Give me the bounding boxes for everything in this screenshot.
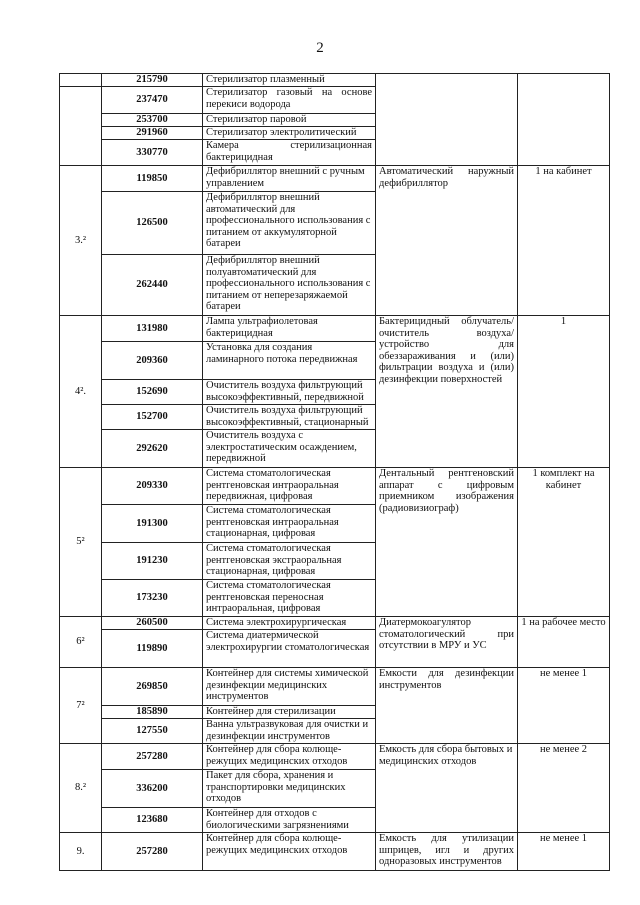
item-code: 257280 [102,744,203,770]
group-number: 4². [60,316,102,468]
item-name: Контейнер для отходов с биологическими загрязнениями [203,808,376,833]
group-number: 3.² [60,166,102,316]
item-name: Ванна ультразвуковая для очистки и дезинфекции инструментов [203,719,376,744]
quantity: 1 на кабинет [518,166,610,316]
item-name: Дефибриллятор внешний полуавтоматический для профессионального использования с питанием от неперезаряжаемой батареи [203,255,376,316]
table-row [60,668,610,706]
item-name: Система стоматологическая рентгеновская переносная интраоральная, цифровая [203,580,376,617]
item-code: 185890 [102,706,203,719]
equipment-name: Автоматический наружный дефибриллятор [376,166,518,316]
group-number: 7² [60,668,102,744]
item-code: 191300 [102,505,203,543]
group-number: 9. [60,833,102,871]
group-number: 5² [60,468,102,617]
item-code: 191230 [102,543,203,580]
table-row [60,166,610,192]
item-code: 262440 [102,255,203,316]
table-row [60,617,610,630]
item-name: Стерилизатор плазменный [203,74,376,87]
item-name: Контейнер для сбора колюще-режущих медицинских отходов [203,744,376,770]
item-code: 152700 [102,405,203,430]
quantity: не менее 1 [518,668,610,744]
item-code: 152690 [102,380,203,405]
quantity-cell [518,74,610,166]
item-code: 215790 [102,74,203,87]
page-number: 2 [316,40,324,56]
item-code: 260500 [102,617,203,630]
quantity: 1 комплект на кабинет [518,468,610,617]
item-code: 330770 [102,140,203,166]
equipment-name: Бактерицидный облучатель/очиститель воздуха/устройство для обеззараживания и (или) фильтрации воздуха и (или) дезинфекции поверхностей [376,316,518,468]
equipment-cell [376,74,518,166]
table-row [60,833,610,871]
item-code: 291960 [102,127,203,140]
table-row [60,74,610,87]
equipment-name: Емкость для утилизации шприцев, игл и других одноразовых инструментов [376,833,518,871]
item-name: Система диатермической электрохирургии стоматологическая [203,630,376,668]
item-name: Очиститель воздуха с электростатическим осаждением, передвижной [203,430,376,468]
item-code: 127550 [102,719,203,744]
item-name: Система стоматологическая рентгеновская экстраоральная стационарная, цифровая [203,543,376,580]
item-code: 173230 [102,580,203,617]
item-code: 336200 [102,770,203,808]
item-name: Система стоматологическая рентгеновская интраоральная передвижная, цифровая [203,468,376,505]
quantity: 1 [518,316,610,468]
item-code: 257280 [102,833,203,871]
item-code: 253700 [102,114,203,127]
item-code: 269850 [102,668,203,706]
item-name: Камера стерилизационная бактерицидная [203,140,376,166]
item-code: 119890 [102,630,203,668]
equipment-name: Емкость для сбора бытовых и медицинских отходов [376,744,518,833]
equipment-name: Дентальный рентгеновский аппарат с цифровым приемником изображения (радиовизиограф) [376,468,518,617]
item-code: 292620 [102,430,203,468]
item-code: 237470 [102,87,203,114]
item-code: 123680 [102,808,203,833]
group-number-cell [60,74,102,87]
item-code: 119850 [102,166,203,192]
item-name: Лампа ультрафиолетовая бактерицидная [203,316,376,342]
item-name: Установка для создания ламинарного потока передвижная [203,342,376,380]
item-name: Контейнер для системы химической дезинфекции медицинских инструментов [203,668,376,706]
table-row [60,468,610,505]
equipment-name: Емкости для дезинфекции инструментов [376,668,518,744]
quantity: не менее 1 [518,833,610,871]
quantity: 1 на рабочее место [518,617,610,668]
item-name: Дефибриллятор внешний с ручным управлением [203,166,376,192]
equipment-name: Диатермокоагулятор стоматологический при отсутствии в МРУ и УС [376,617,518,668]
item-name: Стерилизатор газовый на основе перекиси водорода [203,87,376,114]
item-name: Контейнер для стерилизации [203,706,376,719]
item-code: 131980 [102,316,203,342]
item-code: 209330 [102,468,203,505]
item-name: Система электрохирургическая [203,617,376,630]
item-name: Дефибриллятор внешний автоматический для профессионального использования с питанием от аккумуляторной батареи [203,192,376,255]
group-number: 8.² [60,744,102,833]
item-name: Стерилизатор паровой [203,114,376,127]
table-row [60,316,610,342]
item-name: Контейнер для сбора колюще-режущих медицинских отходов [203,833,376,871]
group-number-cell [60,87,102,166]
item-name: Система стоматологическая рентгеновская интраоральная стационарная, цифровая [203,505,376,543]
quantity: не менее 2 [518,744,610,833]
equipment-table [59,73,610,871]
item-name: Очиститель воздуха фильтрующий высокоэффективный, передвижной [203,380,376,405]
group-number: 6² [60,617,102,668]
item-code: 126500 [102,192,203,255]
item-name: Стерилизатор электролитический [203,127,376,140]
table-row [60,744,610,770]
item-name: Очиститель воздуха фильтрующий высокоэффективный, стационарный [203,405,376,430]
item-code: 209360 [102,342,203,380]
item-name: Пакет для сбора, хранения и транспортировки медицинских отходов [203,770,376,808]
